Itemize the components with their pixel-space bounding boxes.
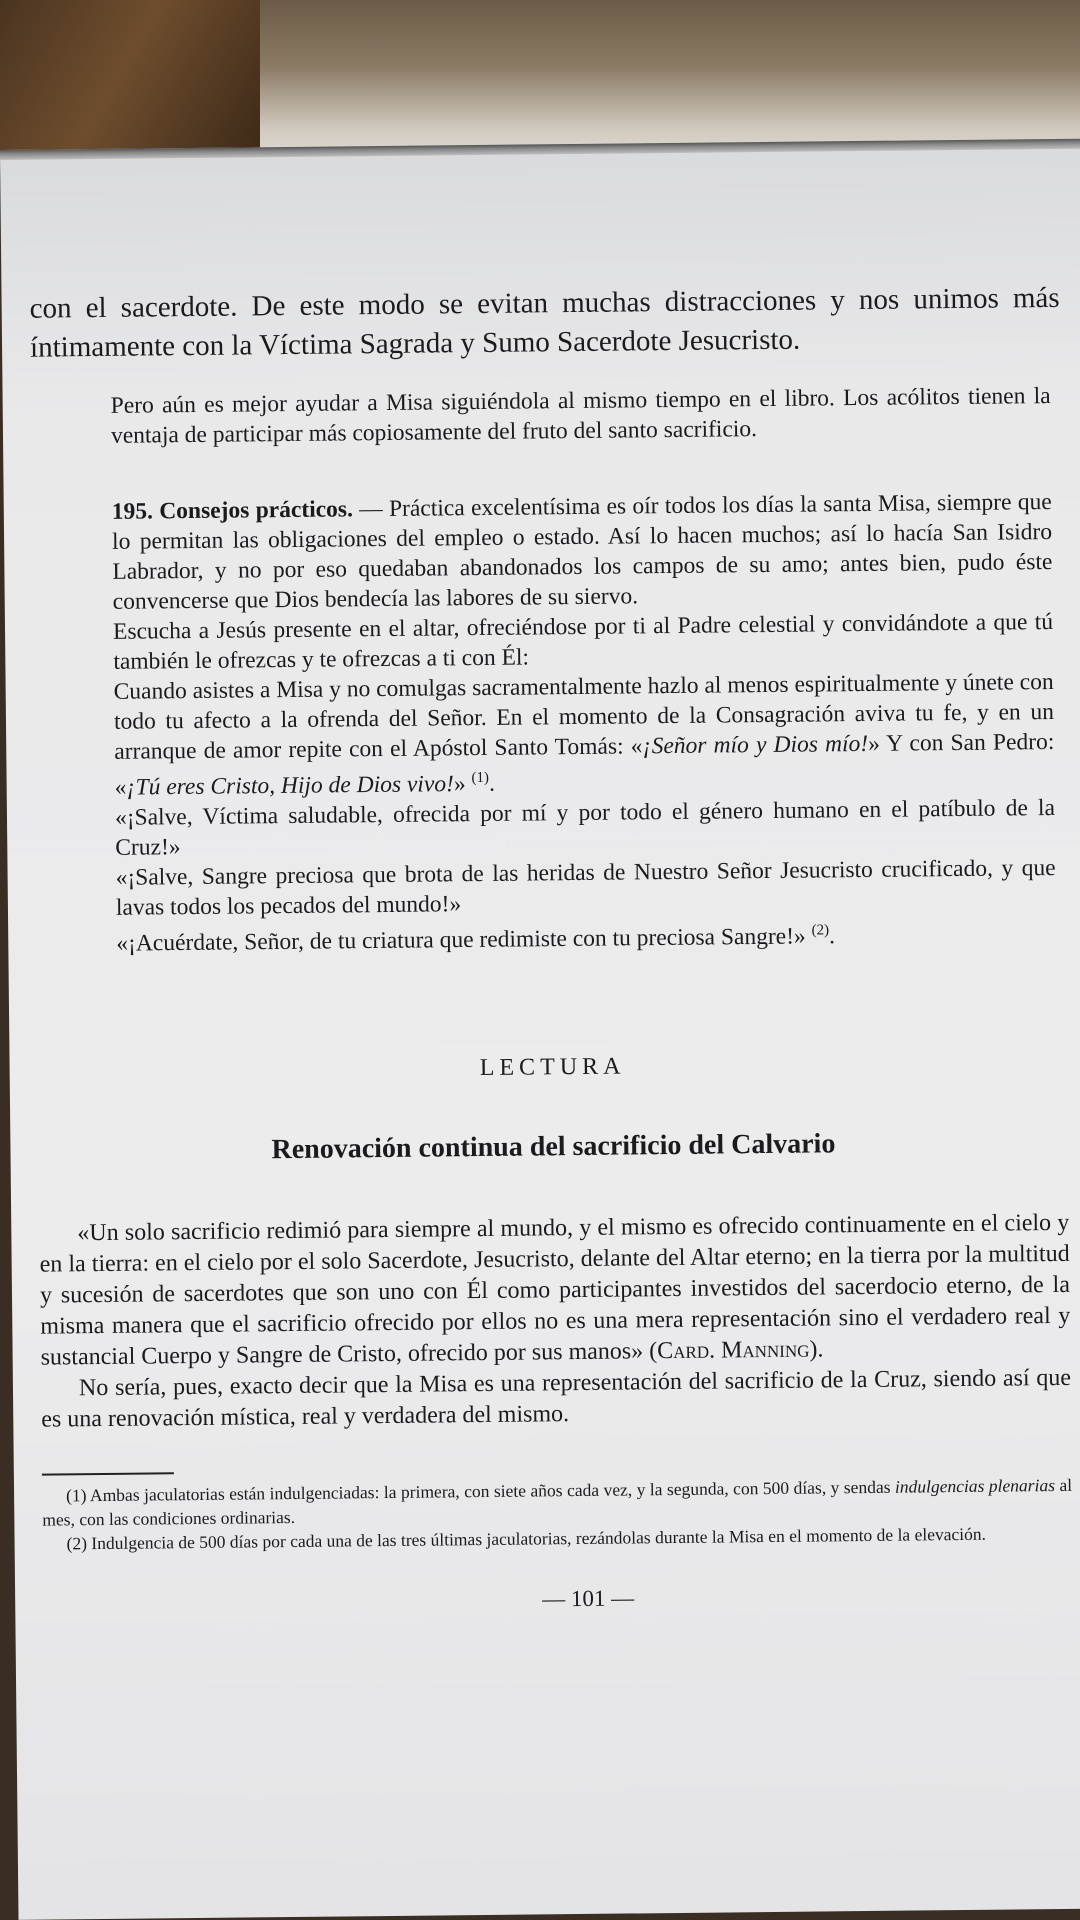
intro-paragraph: con el sacerdote. De este modo se evitan muchas distracciones y nos unimos más íntimamente con la Víctima Sagrada y Sumo Sacerdote Jesucristo.	[29, 281, 1060, 364]
page-content	[29, 279, 1073, 1617]
footnote-1-italic: indulgencias plenarias	[894, 1474, 1056, 1497]
footnote-ref-2: (2)	[811, 922, 830, 939]
section-line-3	[114, 667, 1055, 803]
page-number: — 101 —	[542, 1585, 635, 1612]
line3-text-a: Cuando asistes a Misa y no comulgas sacramentalmente hazlo al menos espiritualmente y únete con todo tu afecto a la ofrenda del Señor. En el momento de la Consagración aviva tu fe, y en un arranque de amor repite con el Apóstol Santo Tomás: «	[113, 668, 1055, 765]
section-line-2: Escucha a Jesús presente en el altar, ofreciéndose por ti al Padre celestial y convidándote a que tú también le ofrezcas y te ofrezcas a ti con Él:	[112, 608, 1054, 675]
footnote-1-text-b: al mes, con las condiciones ordinarias.	[42, 1474, 1073, 1530]
line3-end: .	[488, 770, 496, 797]
section-line-4: «¡Salve, Víctima saludable, ofrecida por mí y por todo el género humano en el patíbulo de la Cruz!»	[114, 794, 1056, 861]
section-number: 195.	[111, 498, 154, 525]
line6-text: «¡Acuérdate, Señor, de tu criatura que redimiste con tu preciosa Sangre!»	[116, 923, 812, 957]
reading-author: Card. Manning	[657, 1336, 810, 1364]
line3-text-b: » Y con San Pedro: «	[114, 728, 1055, 801]
footnote-1-text-a: (1) Ambas jaculatorias están indulgenciadas: la primera, con siete años cada vez, y la segunda, con 500 días, y sendas	[65, 1476, 896, 1506]
book-page	[0, 139, 1080, 1920]
reading-paragraph-1	[39, 1208, 1071, 1374]
line3-text-c: »	[453, 770, 472, 798]
reading-paragraph-2: No sería, pues, exacto decir que la Misa es una representación del sacrificio de la Cruz, siendo así que es una renovación mística, real y verdadera del mismo.	[41, 1364, 1072, 1433]
reading-p1-end: ).	[809, 1336, 824, 1363]
footnote-rule	[42, 1472, 174, 1475]
footnote-2: (2) Indulgencia de 500 días por cada una de las tres últimas jaculatorias, rezándolas durante la Misa en el momento de la elevación.	[66, 1523, 987, 1554]
section-195-lead	[112, 487, 1053, 617]
misa-paragraph: Pero aún es mejor ayudar a Misa siguiéndola al mismo tiempo en el libro. Los acólitos tienen la ventaja de participar más copiosamente del fruto del santo sacrificio.	[110, 383, 1051, 449]
wood-edge	[0, 0, 260, 170]
lectura-title: Renovación continua del sacrificio del Calvario	[271, 1127, 836, 1165]
section-title: Consejos prácticos.	[159, 496, 354, 525]
section-195	[112, 487, 1057, 958]
lectura-heading: LECTURA	[479, 1053, 626, 1081]
footnote-ref-1: (1)	[471, 769, 490, 787]
reading-p1-text: «Un solo sacrificio redimió para siempre al mundo, y el mismo es ofrecido continuamente en el cielo y en la tierra: en el cielo por el solo Sacerdote, Jesucristo, delante del Altar eterno; en la tierra por la multitud y sucesión de sacerdotes que son uno con Él como participantes investidos del sacerdocio eterno, de la misma manera que el sacrificio ofrecido por ellos no es una mera representación sino el verdadero real y sustancial Cuerpo y Sangre de Cristo, ofrecido por sus manos» (	[39, 1209, 1071, 1371]
section-line-5: «¡Salve, Sangre preciosa que brota de las heridas de Nuestro Señor Jesucristo crucificado, y que lavas todos los pecados del mundo!»	[115, 854, 1056, 921]
section-lead-text: — Práctica excelentísima es oír todos los días la santa Misa, siempre que lo permitan las obligaciones del empleo o estado. Así lo hacen muchos; así lo hacía San Isidro Labrador, y no por eso quedaban abandonados los campos de su amo; antes bien, pudo éste convencerse que Dios bendecía las labores de su siervo.	[111, 489, 1053, 615]
quote-pedro: ¡Tú eres Cristo, Hijo de Dios vivo!	[126, 771, 455, 801]
quote-tomas: ¡Señor mío y Dios mío!	[642, 730, 869, 760]
line6-end: .	[828, 922, 836, 950]
